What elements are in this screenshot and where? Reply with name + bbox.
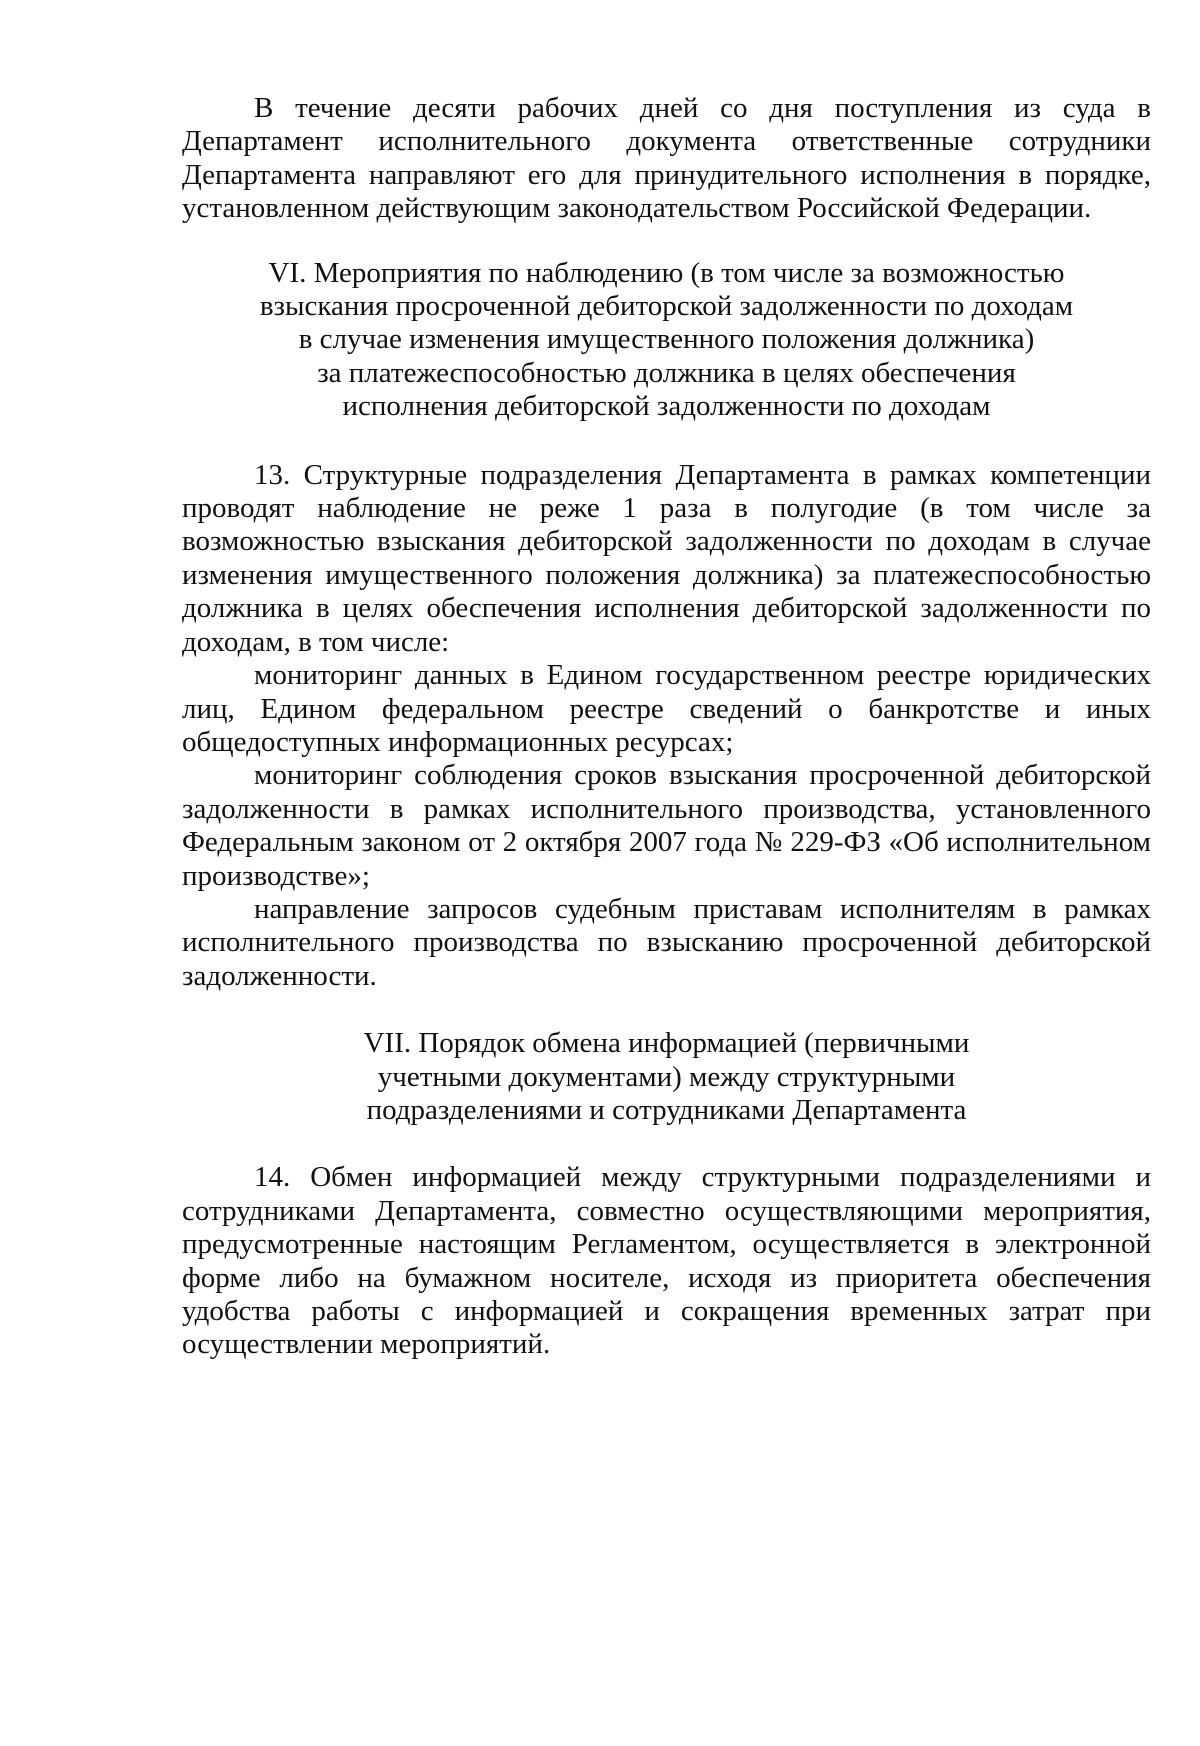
document-page	[182, 92, 1151, 1362]
paragraph-intro: В течение десяти рабочих дней со дня поступления из суда в Департамент исполнительного документа ответственные сотрудники Департамента направляют его для принудительного исполнения в порядке, установленном действующим законодательством Российской Федерации.	[182, 92, 1151, 225]
section-6-heading-line: в случае изменения имущественного положения должника)	[298, 323, 1035, 356]
item-13-sub-2: мониторинг соблюдения сроков взыскания просроченной дебиторской задолженности в рамках исполнительного производства, установленного Федеральным законом от 2 октября 2007 года № 229-ФЗ «Об исполнительном производстве»;	[182, 759, 1151, 892]
section-7-heading-line: VII. Порядок обмена информацией (первичными	[363, 1027, 970, 1060]
section-7-heading-line: учетными документами) между структурными	[377, 1060, 956, 1093]
section-6-heading	[182, 257, 1151, 424]
item-13-paragraph: 13. Структурные подразделения Департамента в рамках компетенции проводят наблюдение не реже 1 раза в полугодие (в том числе за возможностью взыскания дебиторской задолженности по доходам в случае изменения имущественного положения должника) за платежеспособностью должника в целях обеспечения исполнения дебиторской задолженности по доходам, в том числе:	[182, 458, 1151, 658]
item-14-paragraph: 14. Обмен информацией между структурными подразделениями и сотрудниками Департамента, совместно осуществляющими мероприятия, предусмотренные настоящим Регламентом, осуществляется в электронной форме либо на бумажном носителе, исходя из приоритета обеспечения удобства работы с информацией и сокращения временных затрат при осуществлении мероприятий.	[182, 1161, 1151, 1361]
section-7-heading	[182, 1027, 1151, 1127]
section-6-heading-line: за платежеспособностью должника в целях обеспечения	[317, 356, 1016, 389]
section-6-heading-line: взыскания просроченной дебиторской задолженности по доходам	[259, 290, 1074, 323]
section-6-heading-line: исполнения дебиторской задолженности по доходам	[342, 390, 991, 423]
item-13-sub-3: направление запросов судебным приставам исполнителям в рамках исполнительного производства по взысканию просроченной дебиторской задолженности.	[182, 892, 1151, 992]
item-13-sub-1: мониторинг данных в Едином государственном реестре юридических лиц, Едином федеральном реестре сведений о банкротстве и иных общедоступных информационных ресурсах;	[182, 659, 1151, 758]
section-7-heading-line: подразделениями и сотрудниками Департамента	[366, 1093, 967, 1126]
section-6-heading-line: VI. Мероприятия по наблюдению (в том числе за возможностью	[268, 256, 1065, 289]
